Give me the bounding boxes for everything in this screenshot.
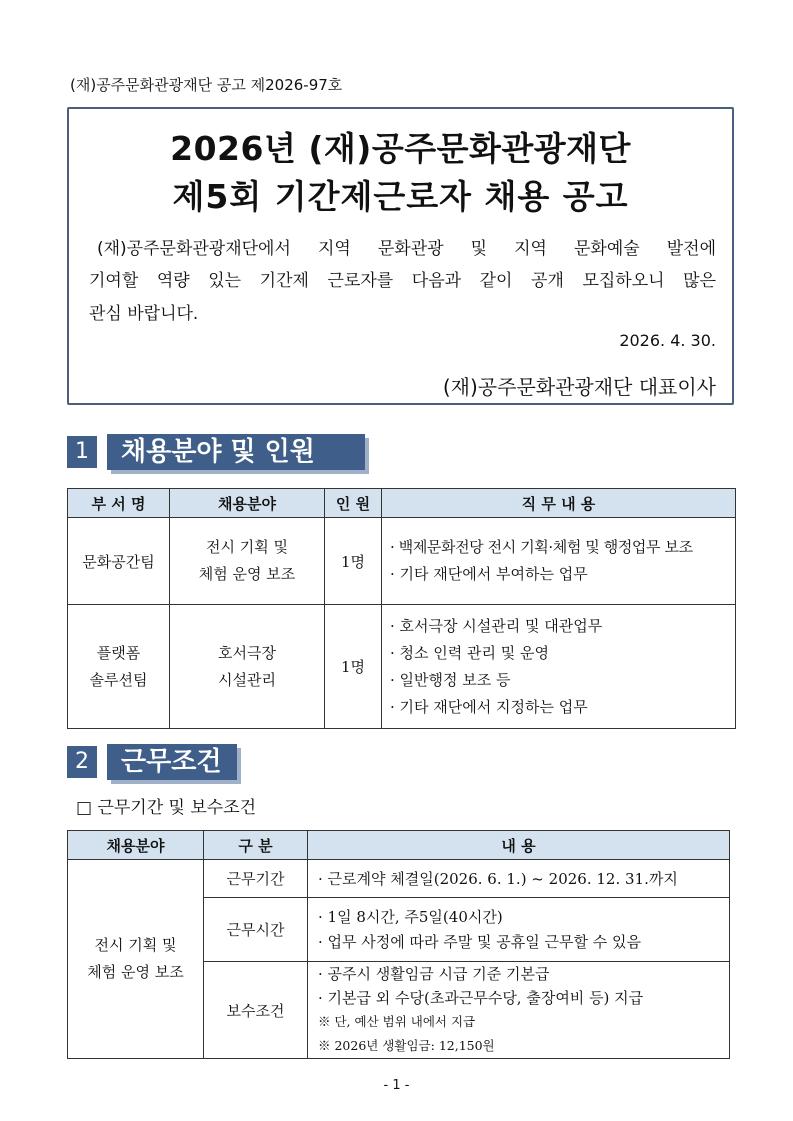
duties-cell bbox=[382, 518, 736, 605]
title-line-2: 제5회 기간제근로자 채용 공고 bbox=[172, 177, 629, 216]
section-1-number: 1 bbox=[67, 436, 97, 468]
count-cell: 1명 bbox=[325, 518, 382, 605]
content-note: ※ 단, 예산 범위 내에서 지급 bbox=[318, 1014, 476, 1029]
content-cell bbox=[308, 962, 730, 1059]
conditions-table bbox=[67, 830, 730, 1059]
table-row bbox=[68, 860, 730, 898]
department-cell: 문화공간팀 bbox=[68, 518, 170, 605]
recruitment-table bbox=[67, 488, 736, 729]
category-cell: 근무시간 bbox=[204, 898, 308, 962]
field-line: 체험 운영 보조 bbox=[198, 565, 296, 583]
content-note: ※ 2026년 생활임금: 12,150원 bbox=[318, 1038, 495, 1053]
table-row bbox=[68, 605, 736, 729]
duty-item: · 기타 재단에서 지정하는 업무 bbox=[390, 697, 588, 716]
header-field: 채용분야 bbox=[170, 489, 325, 518]
duty-item: · 백제문화전당 전시 기획·체험 및 행정업무 보조 bbox=[390, 538, 693, 556]
field-line: 시설관리 bbox=[218, 670, 276, 689]
field-line: 전시 기획 및 bbox=[206, 538, 288, 556]
duty-item: · 호서극장 시설관리 및 대관업무 bbox=[390, 616, 603, 635]
page-number: - 1 - bbox=[383, 1078, 410, 1093]
intro-text-line-3: 관심 바랍니다. bbox=[89, 304, 199, 324]
category-cell: 보수조건 bbox=[204, 962, 308, 1059]
content-cell bbox=[308, 860, 730, 898]
content-line: · 공주시 생활임금 시급 기준 기본급 bbox=[318, 965, 550, 983]
duty-item: · 일반행정 보조 등 bbox=[390, 670, 511, 689]
section-2-title: 근무조건 bbox=[107, 744, 237, 780]
duties-cell bbox=[382, 605, 736, 729]
table-row bbox=[68, 518, 736, 605]
field-line: 전시 기획 및 bbox=[94, 936, 177, 954]
header-count: 인 원 bbox=[325, 489, 382, 518]
content-line: · 기본급 외 수당(초과근무수당, 출장여비 등) 지급 bbox=[318, 989, 644, 1007]
department-line: 솔루션팀 bbox=[89, 670, 148, 689]
conditions-subheading: □ 근무기간 및 보수조건 bbox=[76, 798, 257, 818]
duty-item: · 기타 재단에서 부여하는 업무 bbox=[390, 565, 588, 583]
title-line-1: 2026년 (재)공주문화관광재단 bbox=[170, 129, 631, 168]
announcement-date: 2026. 4. 30. bbox=[619, 331, 716, 350]
duty-item: · 청소 인력 관리 및 운영 bbox=[390, 643, 550, 662]
header-duties: 직 무 내 용 bbox=[382, 489, 736, 518]
notice-number: (재)공주문화관광재단 공고 제2026-97호 bbox=[70, 76, 343, 94]
department-line: 플랫폼 bbox=[96, 643, 141, 662]
content-line: · 1일 8시간, 주5일(40시간) bbox=[318, 907, 503, 926]
section-1-title: 채용분야 및 인원 bbox=[107, 434, 365, 470]
field-cell bbox=[170, 518, 325, 605]
content-line: · 업무 사정에 따라 주말 및 공휴일 근무할 수 있음 bbox=[318, 932, 641, 951]
content-cell bbox=[308, 898, 730, 962]
field-cell bbox=[170, 605, 325, 729]
announcement-header-box bbox=[67, 107, 734, 405]
section-2-number: 2 bbox=[67, 746, 97, 778]
header-field: 채용분야 bbox=[68, 831, 204, 860]
count-cell: 1명 bbox=[325, 605, 382, 729]
header-department: 부 서 명 bbox=[68, 489, 170, 518]
content-line: · 근로계약 체결일(2026. 6. 1.) ~ 2026. 12. 31.까지 bbox=[318, 870, 678, 888]
issuer-name: (재)공주문화관광재단 대표이사 bbox=[442, 375, 716, 399]
field-cell bbox=[68, 860, 204, 1059]
department-cell bbox=[68, 605, 170, 729]
intro-text-line-1: (재)공주문화관광재단에서 지역 문화관광 및 지역 문화예술 발전에 bbox=[97, 239, 716, 259]
field-line: 호서극장 bbox=[218, 643, 276, 662]
header-content: 내 용 bbox=[308, 831, 730, 860]
header-category: 구 분 bbox=[204, 831, 308, 860]
field-line: 체험 운영 보조 bbox=[87, 963, 184, 981]
category-cell: 근무기간 bbox=[204, 860, 308, 898]
intro-text-line-2: 기여할 역량 있는 기간제 근로자를 다음과 같이 공개 모집하오니 많은 bbox=[89, 271, 716, 291]
